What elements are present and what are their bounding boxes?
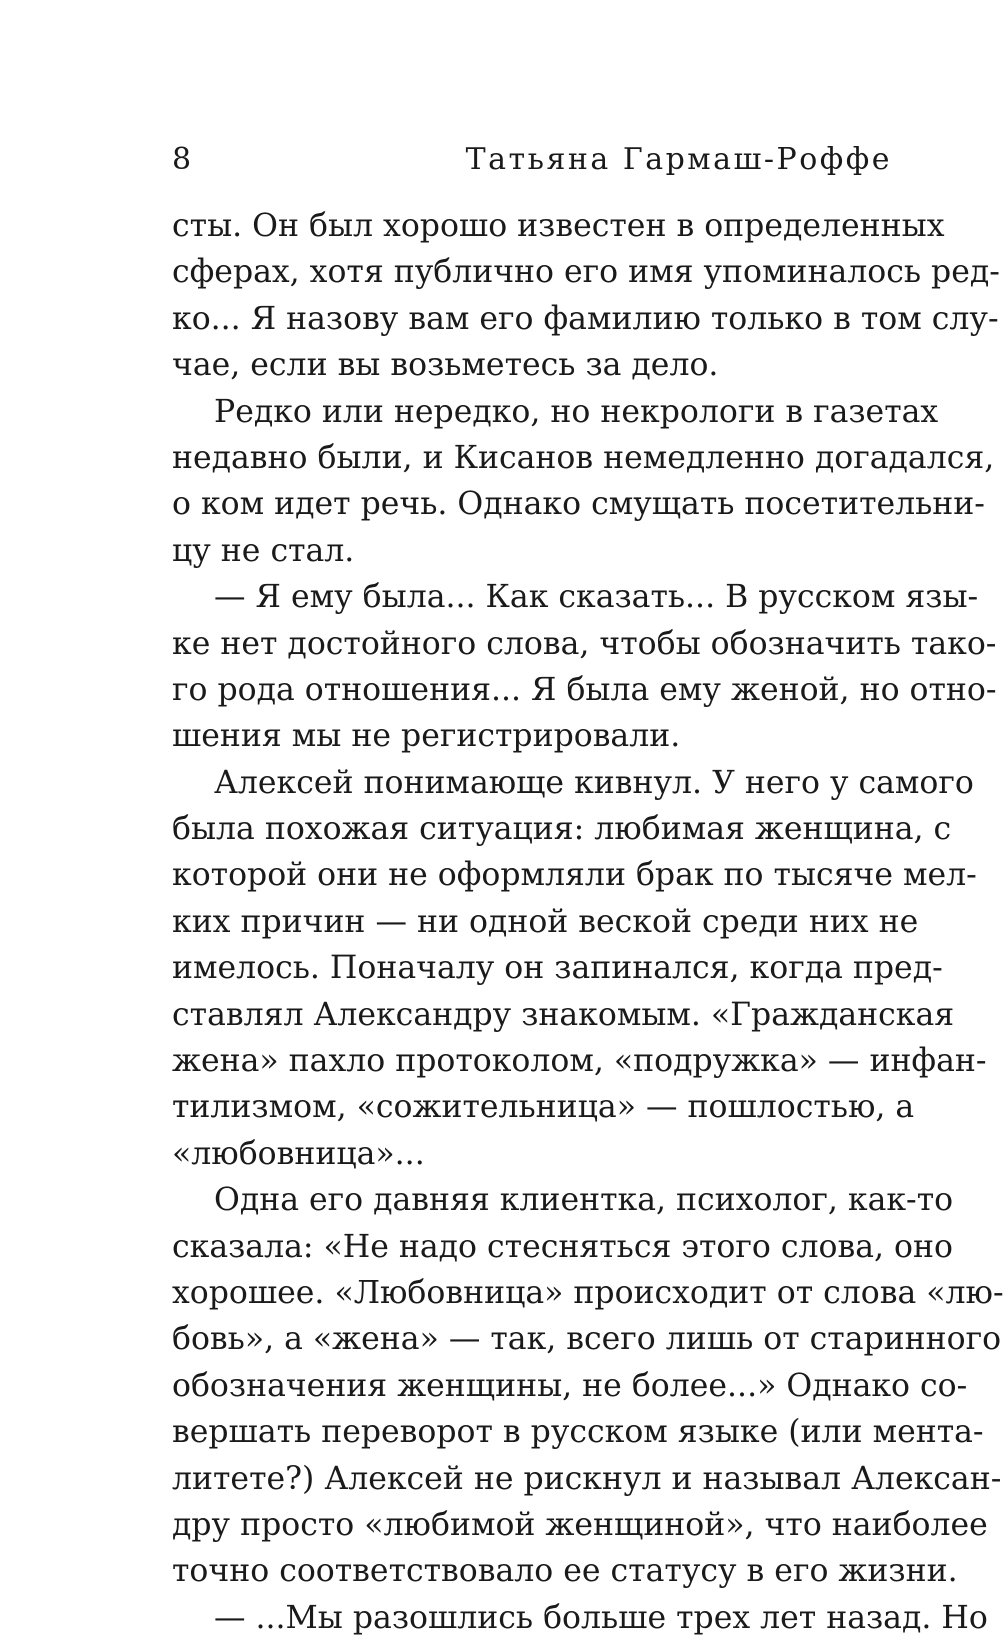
text-line: жена» пахло протоколом, «подружка» — инфан-: [172, 1043, 987, 1080]
text-line: ставлял Александру знакомым. «Гражданская: [172, 996, 955, 1033]
text-line: сказала: «Не надо стесняться этого слова, оно: [172, 1228, 953, 1265]
text-line: ких причин — ни одной веской среди них не: [172, 903, 919, 940]
text-line: — ...Мы разошлись больше трех лет назад. Но: [214, 1599, 988, 1636]
page-header: [172, 140, 892, 184]
body-text: [172, 203, 1004, 1641]
text-line: го рода отношения... Я была ему женой, но отно-: [172, 671, 997, 708]
text-line: точно соответствовало ее статусу в его жизни.: [172, 1553, 958, 1590]
text-line: Редко или нередко, но некрологи в газетах: [214, 393, 939, 430]
text-line: чае, если вы возьметесь за дело.: [172, 347, 719, 384]
text-line: хорошее. «Любовница» происходит от слова «лю-: [172, 1274, 1004, 1311]
text-line: обозначения женщины, не более...» Однако со-: [172, 1367, 968, 1404]
text-line: литете?) Алексей не рискнул и называл Алексан-: [172, 1460, 1002, 1497]
text-line: — Я ему была... Как сказать... В русском язы-: [214, 579, 979, 616]
text-line: имелось. Поначалу он запинался, когда пред-: [172, 950, 943, 987]
text-line: шения мы не регистрировали.: [172, 718, 681, 755]
text-line: сты. Он был хорошо известен в определенных: [172, 208, 945, 244]
text-line: ко... Я назову вам его фамилию только в том слу-: [172, 300, 999, 337]
text-line: цу не стал.: [172, 532, 355, 569]
text-line: вершать переворот в русском языке (или мента-: [172, 1414, 984, 1451]
text-line: которой они не оформляли брак по тысяче мел-: [172, 857, 977, 894]
text-line: бовь», а «жена» — так, всего лишь от старинного: [172, 1321, 1002, 1358]
text-line: «любовница»...: [172, 1135, 425, 1172]
text-line: о ком идет речь. Однако смущать посетительни-: [172, 486, 985, 523]
text-line: Алексей понимающе кивнул. У него у самого: [214, 764, 974, 801]
page-number: 8: [172, 142, 192, 177]
text-line: Одна его давняя клиентка, психолог, как-то: [214, 1182, 954, 1219]
text-line: дру просто «любимой женщиной», что наиболее: [172, 1506, 988, 1543]
text-line: была похожая ситуация: любимая женщина, с: [172, 811, 952, 848]
text-line: сферах, хотя публично его имя упоминалось ред-: [172, 254, 1000, 291]
text-line: недавно были, и Кисанов немедленно догадался,: [172, 439, 995, 476]
text-line: тилизмом, «сожительница» — пошлостью, а: [172, 1089, 915, 1126]
text-line: ке нет достойного слова, чтобы обозначить тако-: [172, 625, 997, 662]
running-head-author: Татьяна Гармаш-Роффе: [465, 142, 892, 177]
